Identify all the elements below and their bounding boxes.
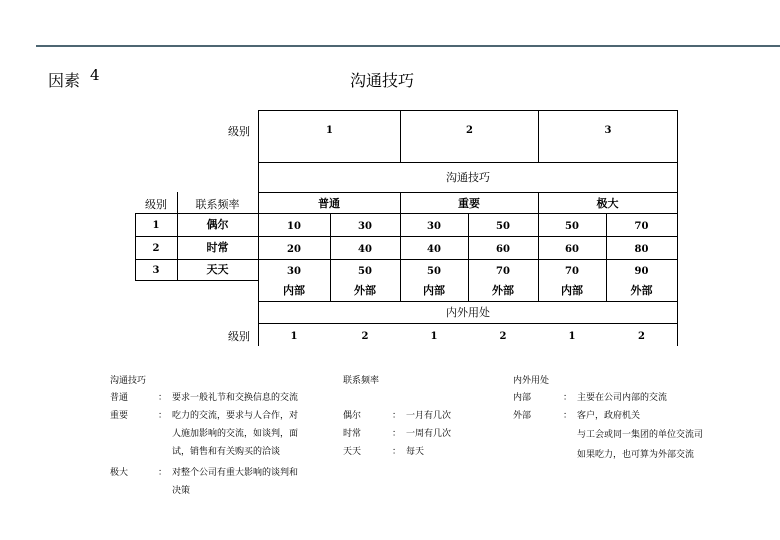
legend-desc: 一月有几次	[406, 411, 452, 421]
row-frequency: 时常	[206, 241, 229, 254]
group-major: 极大	[596, 197, 619, 210]
table-rule	[258, 162, 678, 163]
legend-title: 联系频率	[343, 376, 380, 386]
table-cell: 50	[496, 221, 510, 232]
page-title: 沟通技巧	[350, 71, 415, 90]
legend-colon: ：	[392, 411, 402, 421]
legend-colon: ：	[392, 447, 402, 457]
table-rule	[258, 301, 678, 302]
legend-desc: 决策	[172, 486, 191, 496]
row-level: 3	[152, 265, 160, 276]
table-rule	[258, 110, 678, 111]
legend-term: 重要	[110, 411, 129, 421]
row-frequency: 天天	[206, 263, 229, 276]
table-cell: 10	[287, 221, 301, 232]
legend-desc: 客户，政府机关	[577, 411, 641, 421]
legend-title: 内外用处	[513, 376, 550, 386]
legend-term: 偶尔	[343, 411, 362, 421]
usage-internal: 内部	[283, 284, 305, 297]
legend-colon: ：	[158, 468, 168, 478]
level-top-3: 3	[604, 125, 612, 136]
usage-title: 内外用处	[446, 306, 490, 319]
group-normal: 普通	[318, 197, 340, 210]
section-title: 沟通技巧	[446, 171, 490, 184]
legend-term: 天天	[343, 447, 362, 457]
table-cell: 60	[496, 244, 510, 255]
usage-internal: 内部	[423, 284, 445, 297]
row-level: 1	[152, 220, 160, 231]
legend-colon: ：	[158, 411, 168, 421]
legend-desc: 如果吃力，也可算为外部交流	[577, 450, 695, 460]
row-level: 2	[152, 243, 160, 254]
table-cell: 50	[427, 266, 441, 277]
legend-term: 外部	[513, 411, 532, 421]
table-cell: 70	[496, 266, 510, 277]
legend-desc: 人施加影响的交流，如谈判，面	[172, 429, 299, 439]
table-cell: 70	[565, 266, 579, 277]
table-cell: 60	[565, 244, 579, 255]
legend-title: 沟通技巧	[110, 376, 147, 386]
table-cell: 40	[358, 244, 372, 255]
table-cell: 70	[634, 221, 649, 232]
legend-term: 时常	[343, 429, 362, 439]
legend-desc: 每天	[406, 447, 425, 457]
usage-external: 外部	[630, 284, 653, 297]
table-rule	[258, 192, 678, 193]
legend-desc: 主要在公司内部的交流	[577, 393, 668, 403]
level-top-1: 1	[326, 125, 333, 136]
table-cell: 40	[427, 244, 441, 255]
factor-label: 因素	[48, 71, 81, 90]
table-cell: 80	[634, 244, 649, 255]
legend-desc: 吃力的交流，要求与人合作，对	[172, 411, 299, 421]
table-rule	[135, 236, 678, 237]
legend-desc: 试，销售和有关购买的洽谈	[172, 447, 281, 457]
level-bottom: 2	[638, 331, 645, 342]
usage-external: 外部	[354, 284, 376, 297]
level-bottom: 1	[430, 331, 438, 342]
group-important: 重要	[458, 197, 480, 210]
legend-colon: ：	[392, 429, 402, 439]
level-bottom: 2	[361, 331, 369, 342]
level-top-2: 2	[466, 125, 473, 136]
table-rule	[135, 259, 678, 260]
legend-desc: 要求一般礼节和交换信息的交流	[172, 393, 299, 403]
legend-term: 极大	[110, 468, 129, 478]
top-divider	[36, 45, 780, 47]
table-cell: 20	[287, 244, 301, 255]
usage-external: 外部	[492, 284, 514, 297]
legend-desc: 一周有几次	[406, 429, 452, 439]
row-frequency: 偶尔	[206, 218, 229, 231]
legend-colon: ：	[563, 411, 573, 421]
table-rule	[135, 213, 678, 214]
legend-desc: 与工会或同一集团的单位交流司	[577, 430, 704, 440]
level-label-bottom: 级别	[228, 330, 250, 343]
usage-internal: 内部	[561, 284, 583, 297]
table-cell: 30	[287, 266, 301, 277]
level-bottom: 1	[290, 331, 298, 342]
legend-term: 普通	[110, 393, 129, 403]
table-rule	[135, 280, 258, 281]
level-bottom: 1	[568, 331, 576, 342]
table-cell: 90	[634, 266, 649, 277]
row-header-level: 级别	[145, 198, 167, 211]
factor-number: 4	[90, 66, 100, 84]
legend-desc: 对整个公司有重大影响的谈判和	[172, 468, 299, 478]
table-rule	[258, 323, 678, 324]
level-bottom: 2	[499, 331, 507, 342]
table-cell: 30	[427, 221, 441, 232]
legend-term: 内部	[513, 393, 532, 403]
table-cell: 30	[358, 221, 372, 232]
level-label-top: 级别	[228, 125, 250, 138]
legend-colon: ：	[563, 393, 573, 403]
table-cell: 50	[358, 266, 372, 277]
row-header-frequency: 联系频率	[195, 198, 240, 211]
table-cell: 50	[565, 221, 579, 232]
legend-colon: ：	[158, 393, 168, 403]
